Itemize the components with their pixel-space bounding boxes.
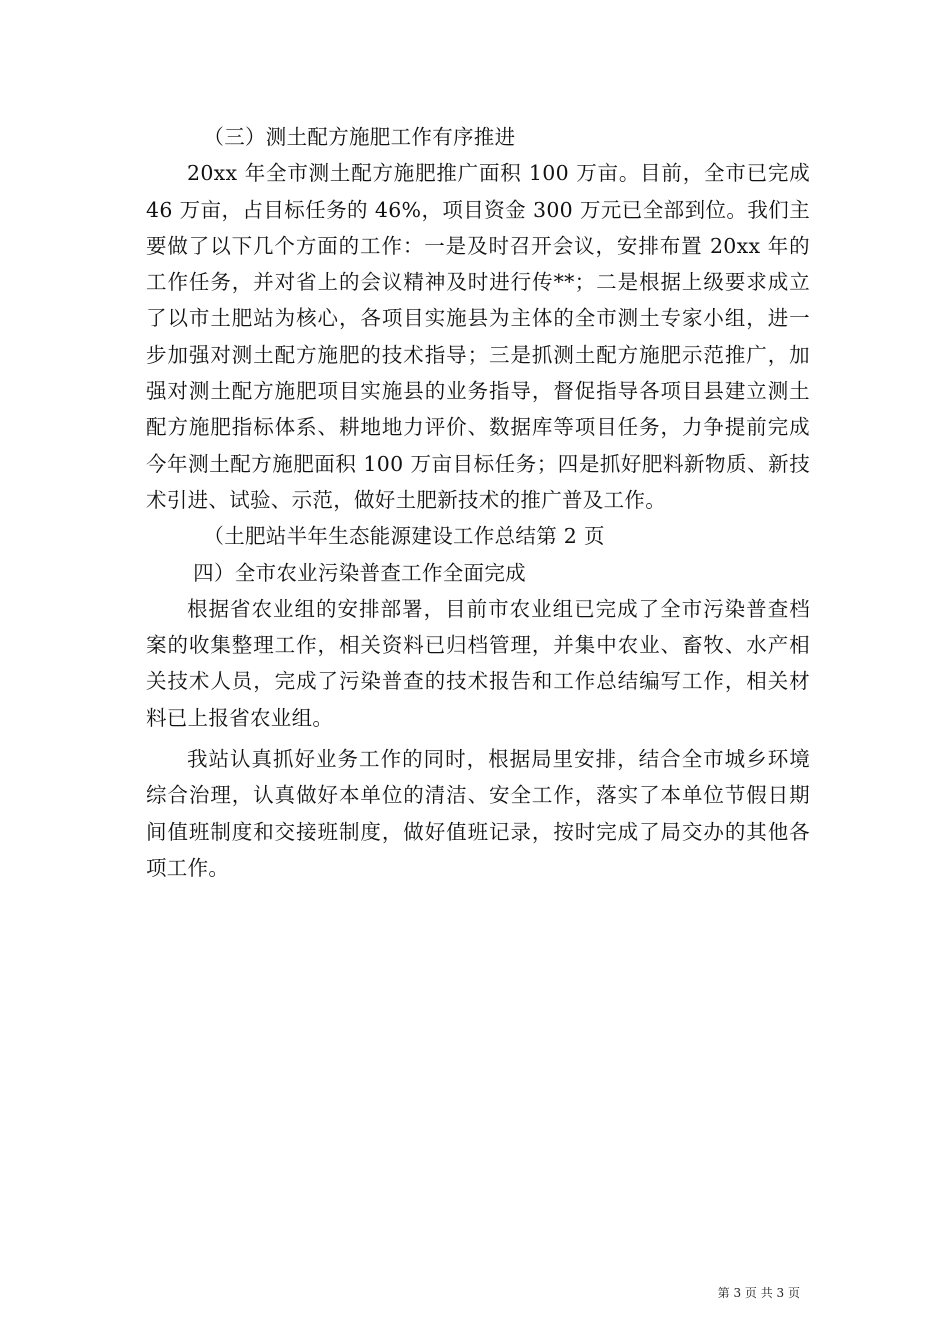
section-3-paragraph: 20xx 年全市测土配方施肥推广面积 100 万亩。目前，全市已完成 46 万亩，占目标任务的 46%，项目资金 300 万元已全部到位。我们主要做了以下几个方面的工作：一是及时召开会议，安排布置 20xx 年的工作任务，并对省上的会议精神及时进行传**；二是根据上级要求成立了以市土肥站为核心，各项目实施县为主体的全市测土专家小组，进一步加强对测土配方施肥的技术指导；三是抓测土配方施肥示范推广，加强对测土配方施肥项目实施县的业务指导，督促指导各项目县建立测土配方施肥指标体系、耕地地力评价、数据库等项目任务，力争提前完成今年测土配方施肥面积 100 万亩目标任务；四是抓好肥料新物质、新技术引进、试验、示范，做好土肥新技术的推广普及工作。	[146, 161, 810, 512]
section-4-paragraph: 根据省农业组的安排部署，目前市农业组已完成了全市污染普查档案的收集整理工作，相关资料已归档管理，并集中农业、畜牧、水产相关技术人员，完成了污染普查的技术报告和工作总结编写工作，相关材料已上报省农业组。	[146, 596, 810, 730]
page-number-footer: 第 3 页 共 3 页	[717, 1286, 800, 1300]
section-3-heading: （三）测土配方施肥工作有序推进	[203, 125, 516, 149]
document-body	[146, 119, 810, 886]
section-4-heading: 四）全市农业污染普查工作全面完成	[193, 560, 526, 585]
closing-paragraph: 我站认真抓好业务工作的同时，根据局里安排，结合全市城乡环境综合治理，认真做好本单位的清洁、安全工作，落实了本单位节假日期间值班制度和交接班制度，做好值班记录，按时完成了局交办的其他各项工作。	[146, 747, 810, 880]
page-reference-line: （土肥站半年生态能源建设工作总结第 2 页	[203, 524, 605, 549]
